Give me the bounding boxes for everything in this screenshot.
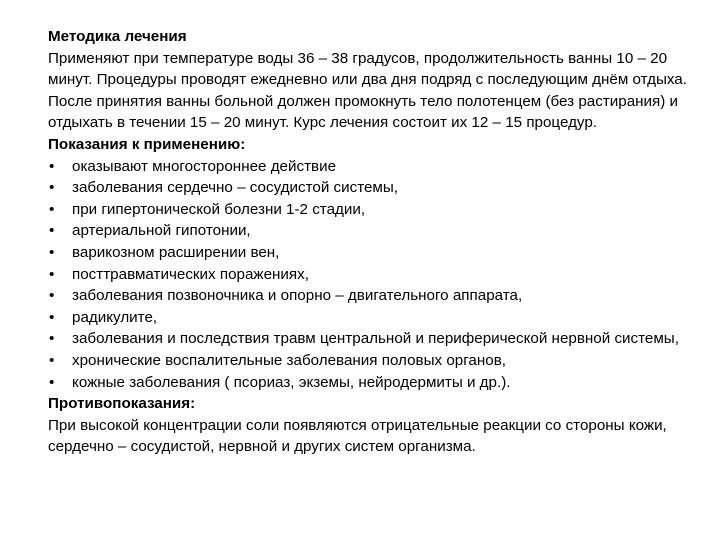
list-item-text: кожные заболевания ( псориаз, экземы, нейродермиты и др.).: [72, 373, 511, 391]
indications-list: [48, 156, 688, 394]
document-slide: [48, 26, 688, 458]
list-item: [48, 220, 688, 242]
list-item: [48, 328, 688, 350]
list-item-text: посттравматических поражениях,: [72, 265, 309, 283]
bullet-icon: •: [49, 287, 55, 305]
list-item: [48, 285, 688, 307]
list-item-text: варикозном расширении вен,: [72, 243, 280, 261]
list-item: [48, 372, 688, 394]
list-item: [48, 156, 688, 178]
list-item-text: артериальной гипотонии,: [72, 222, 251, 240]
bullet-icon: •: [49, 265, 55, 283]
bullet-icon: •: [49, 330, 55, 348]
list-item-text: при гипертонической болезни 1-2 стадии,: [72, 200, 366, 218]
method-description: Применяют при температуре воды 36 – 38 градусов, продолжительность ванны 10 – 20 минут. Процедуры проводят ежедневно или два дня подряд с последующим днём отдыха. После принятия ванны больной должен промокнуть тело полотенцем (без растирания) и отдыхать в течении 15 – 20 минут. Курс лечения состоит их 12 – 15 процедур.: [48, 49, 687, 132]
bullet-icon: •: [49, 200, 55, 218]
list-item-text: хронические воспалительные заболевания половых органов,: [72, 351, 506, 369]
list-item-text: оказывают многостороннее действие: [72, 157, 337, 175]
section-title-method: Методика лечения: [48, 28, 187, 45]
bullet-icon: •: [49, 222, 55, 240]
list-item-text: заболевания позвоночника и опорно – двигательного аппарата,: [72, 287, 523, 305]
contraindications-description: При высокой концентрации соли появляются отрицательные реакции со стороны кожи, сердечно – сосудистой, нервной и других систем организма.: [48, 416, 667, 456]
bullet-icon: •: [49, 373, 55, 391]
list-item: [48, 264, 688, 286]
list-item-text: радикулите,: [72, 308, 158, 326]
section-title-contraindications: Противопоказания:: [48, 395, 196, 413]
list-item-text: заболевания и последствия травм центральной и периферической нервной системы,: [72, 330, 679, 348]
list-item-text: заболевания сердечно – сосудистой системы,: [72, 179, 399, 197]
bullet-icon: •: [49, 157, 55, 175]
list-item: [48, 177, 688, 199]
bullet-icon: •: [49, 351, 55, 369]
list-item: [48, 350, 688, 372]
bullet-icon: •: [49, 179, 55, 197]
bullet-icon: •: [49, 243, 55, 261]
section-title-indications: Показания к применению:: [48, 135, 246, 153]
list-item: [48, 307, 688, 329]
list-item: [48, 242, 688, 264]
list-item: [48, 199, 688, 221]
bullet-icon: •: [49, 308, 55, 326]
